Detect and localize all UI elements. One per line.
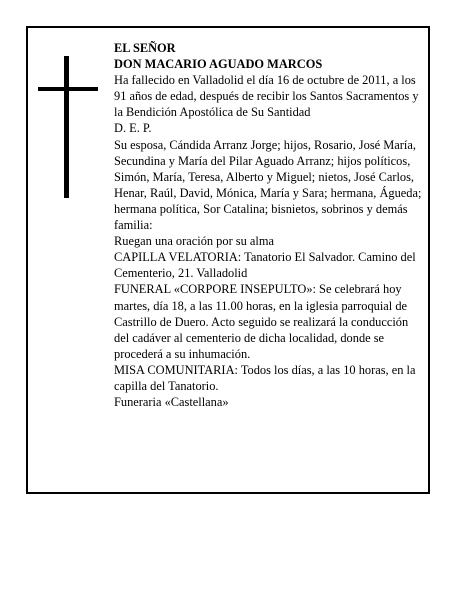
- notice-title: EL SEÑOR: [114, 41, 176, 55]
- community-mass: MISA COMUNITARIA: Todos los días, a las 10 horas, en la capilla del Tanatorio.: [114, 362, 416, 393]
- family-list: Su esposa, Cándida Arranz Jorge; hijos, Rosario, José María, Secundina y María del Pilar Aguado Arranz; hijos políticos, Simón, María, Teresa, Alberto y Miguel; nietos, José Carlos, Henar, Raúl, David, Mónica, María y Sara; hermana, Águeda; hermana política, Sor Catalina; bisnietos, sobrinos y demás familia:: [114, 137, 422, 233]
- cross-vertical-bar: [64, 56, 69, 198]
- funeral-home: Funeraria «Castellana»: [114, 395, 229, 410]
- funeral-details: FUNERAL «CORPORE INSEPULTO»: Se celebrará hoy martes, día 18, a las 11.00 horas, en la iglesia parroquial de Castrillo de Duero. Acto seguido se realizará la conducción del cadáver al cementerio de dicha localidad, donde se procederá a su inhumación.: [114, 282, 409, 361]
- death-announcement: Ha fallecido en Valladolid el día 16 de octubre de 2011, a los 91 años de edad, después de recibir los Santos Sacramentos y la Bendición Apostólica de Su Santidad: [114, 73, 419, 120]
- prayer-request: Ruegan una oración por su alma: [114, 234, 274, 249]
- deceased-name: DON MACARIO AGUADO MARCOS: [114, 57, 323, 72]
- cross-horizontal-bar: [38, 87, 98, 91]
- dep-line: D. E. P.: [114, 121, 152, 136]
- wake-location: CAPILLA VELATORIA: Tanatorio El Salvador. Camino del Cementerio, 21. Valladolid: [114, 250, 416, 281]
- cross-icon: [38, 56, 98, 198]
- notice-text: [114, 40, 424, 410]
